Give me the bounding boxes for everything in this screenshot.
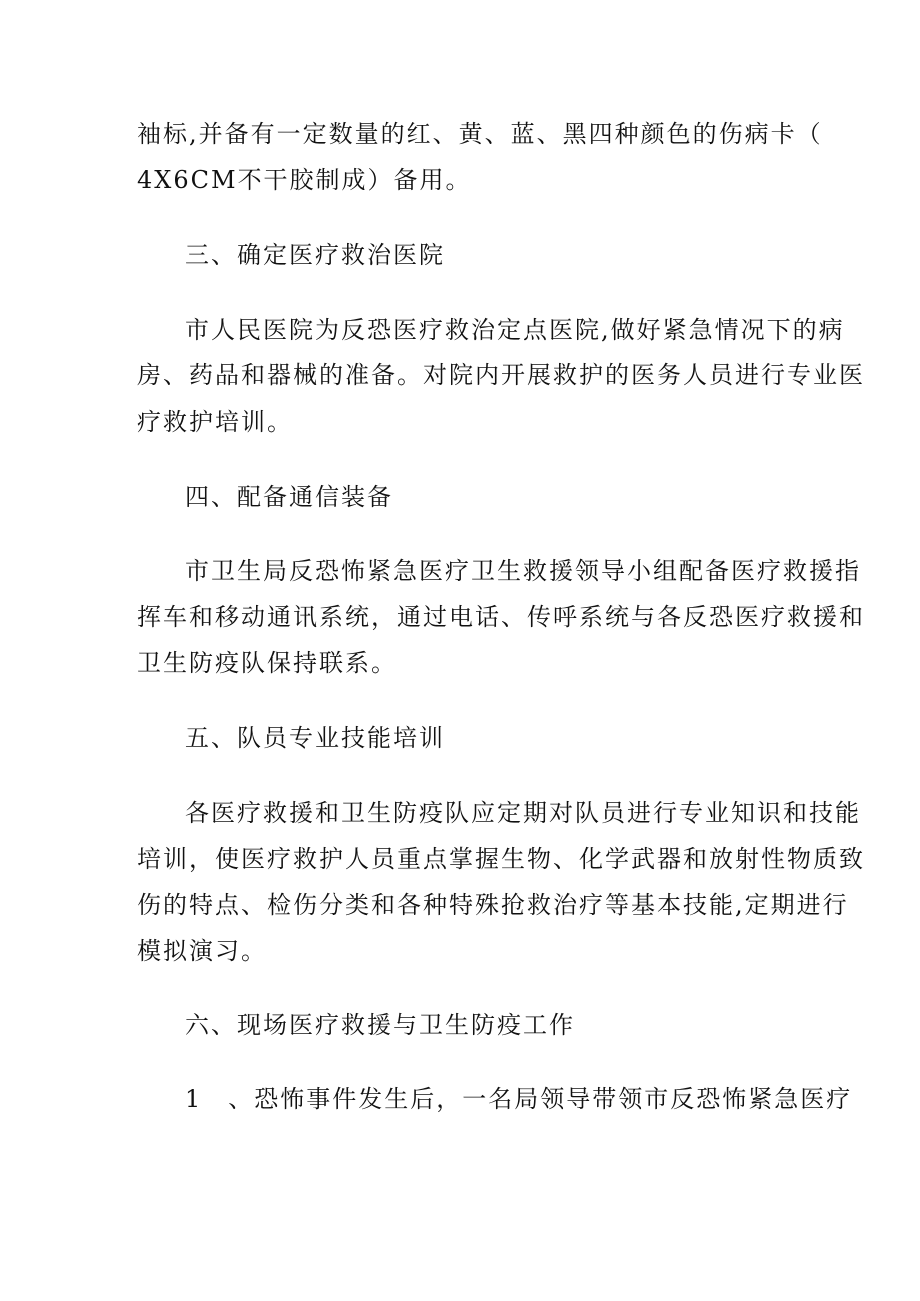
paragraph-line: 4X6CM不干胶制成）备用。	[137, 166, 472, 194]
paragraph-line: 市人民医院为反恐医疗救治定点医院,做好紧急情况下的病	[185, 316, 845, 344]
paragraph-line: 各医疗救援和卫生防疫队应定期对队员进行专业知识和技能	[185, 799, 861, 827]
section-heading: 六、现场医疗救援与卫生防疫工作	[185, 1011, 575, 1039]
paragraph-line: 1 、恐怖事件发生后，一名局领导带领市反恐怖紧急医疗	[185, 1085, 853, 1113]
section-heading: 三、确定医疗救治医院	[185, 241, 445, 269]
paragraph-line: 卫生防疫队保持联系。	[137, 649, 397, 677]
paragraph-line: 袖标,并备有一定数量的红、黄、蓝、黑四种颜色的伤病卡（	[137, 120, 823, 148]
section-heading: 五、队员专业技能培训	[185, 724, 445, 752]
paragraph-line: 模拟演习。	[137, 937, 267, 965]
paragraph-line: 培训，使医疗救护人员重点掌握生物、化学武器和放射性物质致	[137, 845, 865, 873]
paragraph-line: 疗救护培训。	[137, 408, 293, 436]
paragraph-line: 市卫生局反恐怖紧急医疗卫生救援领导小组配备医疗救援指	[185, 557, 861, 585]
paragraph-line: 房、药品和器械的准备。对院内开展救护的医务人员进行专业医	[137, 361, 865, 389]
paragraph-line: 挥车和移动通讯系统，通过电话、传呼系统与各反恐医疗救援和	[137, 603, 865, 631]
paragraph-line: 伤的特点、检伤分类和各种特殊抢救治疗等基本技能,定期进行	[137, 891, 849, 919]
section-heading: 四、配备通信装备	[185, 483, 393, 511]
